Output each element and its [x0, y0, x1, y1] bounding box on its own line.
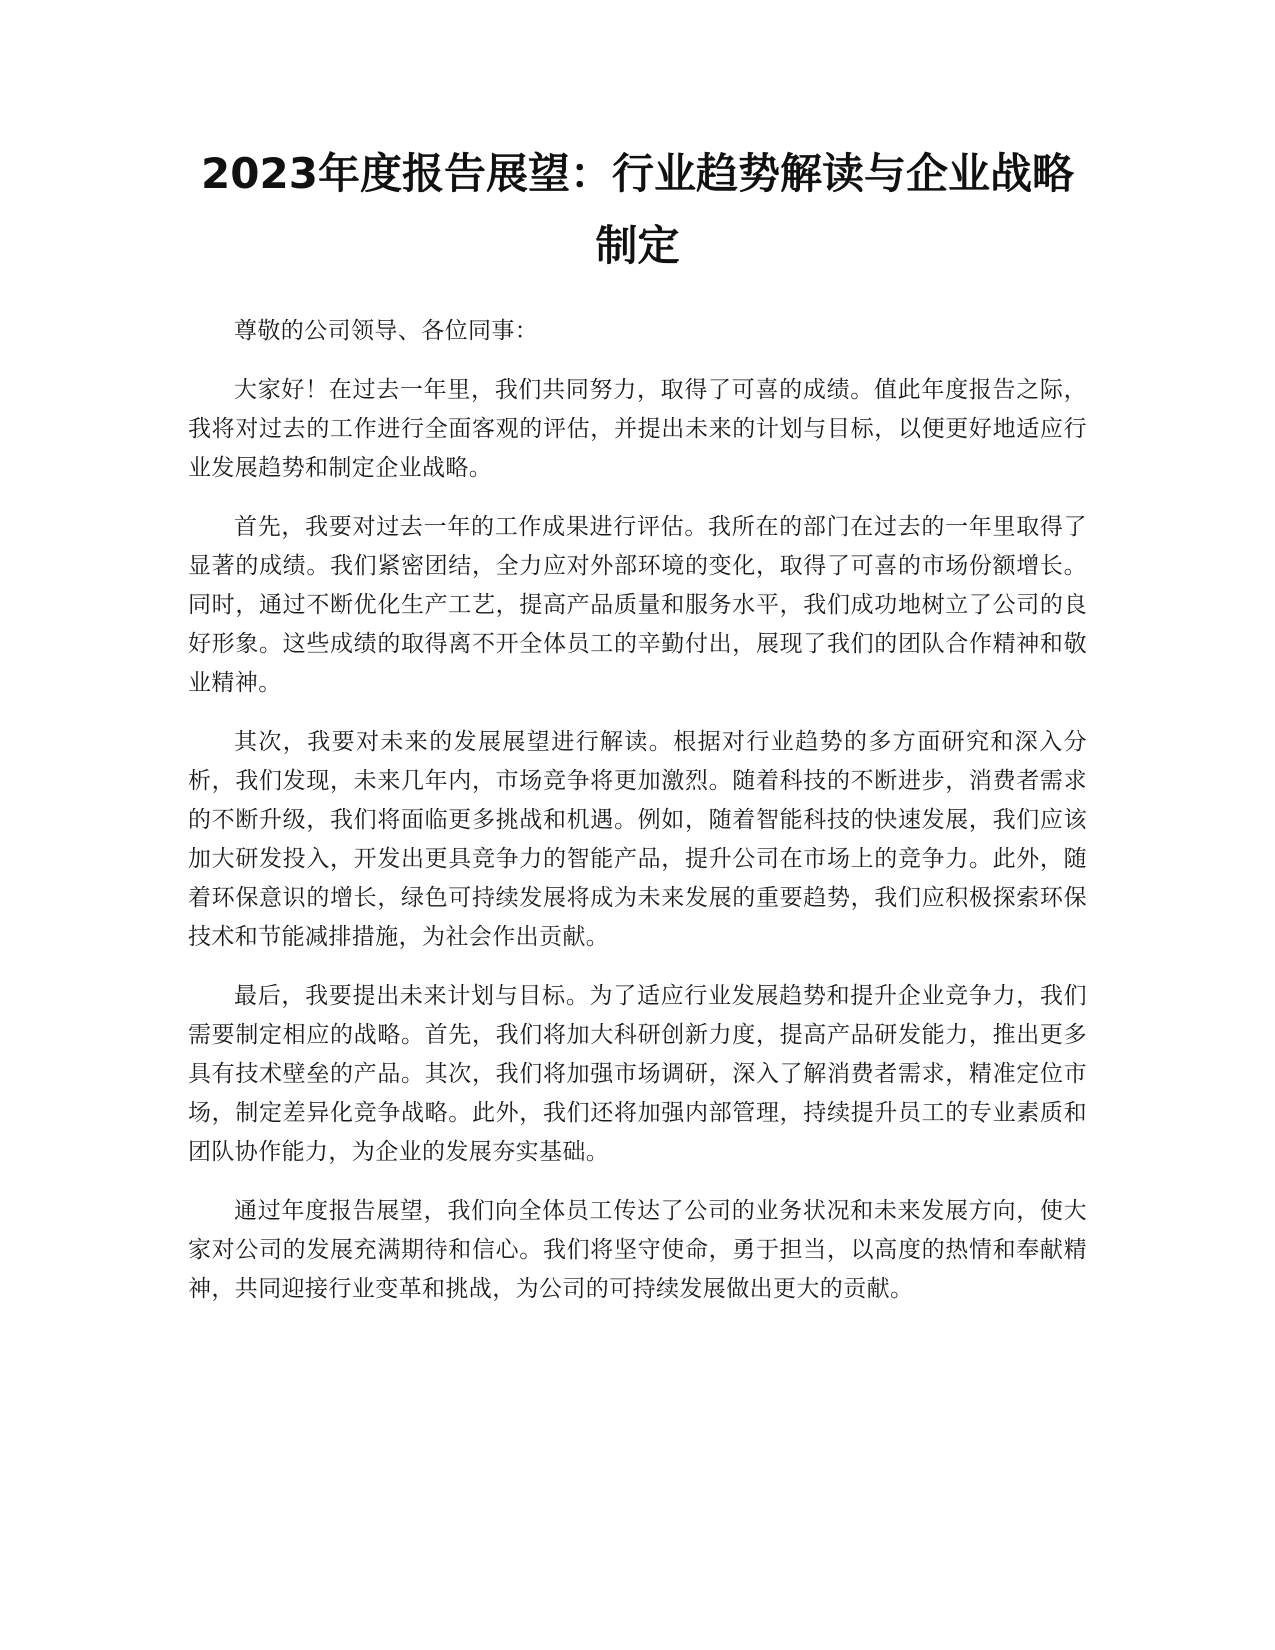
paragraph-outlook: 其次，我要对未来的发展展望进行解读。根据对行业趋势的多方面研究和深入分析，我们发现，未来几年内，市场竞争将更加激烈。随着科技的不断进步，消费者需求的不断升级，我们将面临更多挑战和机遇。例如，随着智能科技的快速发展，我们应该加大研发投入，开发出更具竞争力的智能产品，提升公司在市场上的竞争力。此外，随着环保意识的增长，绿色可持续发展将成为未来发展的重要趋势，我们应积极探索环保技术和节能减排措施，为社会作出贡献。: [188, 729, 1087, 950]
document-title: 2023年度报告展望：行业趋势解读与企业战略制定: [201, 149, 1074, 270]
salutation: 尊敬的公司领导、各位同事：: [234, 318, 539, 344]
paragraph-greeting: 大家好！在过去一年里，我们共同努力，取得了可喜的成绩。值此年度报告之际，我将对过去的工作进行全面客观的评估，并提出未来的计划与目标，以便更好地适应行业发展趋势和制定企业战略。: [188, 377, 1087, 481]
paragraph-conclusion: 通过年度报告展望，我们向全体员工传达了公司的业务状况和未来发展方向，使大家对公司的发展充满期待和信心。我们将坚守使命，勇于担当，以高度的热情和奉献精神，共同迎接行业变革和挑战，为公司的可持续发展做出更大的贡献。: [188, 1198, 1087, 1302]
document-body: [188, 312, 1087, 1309]
paragraph-plan: 最后，我要提出未来计划与目标。为了适应行业发展趋势和提升企业竞争力，我们需要制定相应的战略。首先，我们将加大科研创新力度，提高产品研发能力，推出更多具有技术壁垒的产品。其次，我们将加强市场调研，深入了解消费者需求，精准定位市场，制定差异化竞争战略。此外，我们还将加强内部管理，持续提升员工的专业素质和团队协作能力，为企业的发展夯实基础。: [188, 983, 1087, 1165]
paragraph-review: 首先，我要对过去一年的工作成果进行评估。我所在的部门在过去的一年里取得了显著的成绩。我们紧密团结，全力应对外部环境的变化，取得了可喜的市场份额增长。同时，通过不断优化生产工艺，提高产品质量和服务水平，我们成功地树立了公司的良好形象。这些成绩的取得离不开全体员工的辛勤付出，展现了我们的团队合作精神和敬业精神。: [188, 514, 1087, 696]
